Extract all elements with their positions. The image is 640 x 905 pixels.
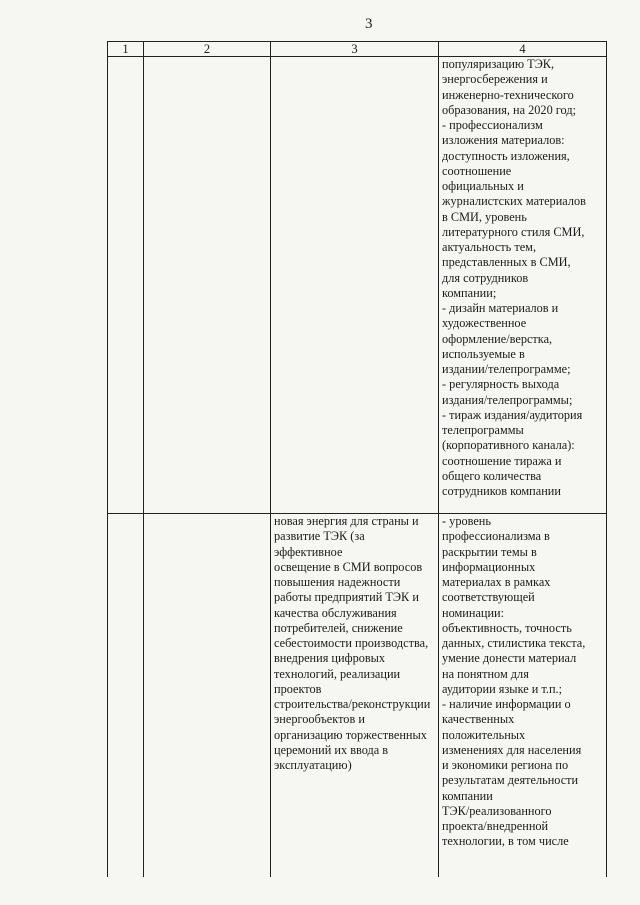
- table-cell: [108, 57, 144, 514]
- evaluation-criteria-text: - уровень профессионализма в раскрытии темы в информационных материалах в рамках соответствующей номинации: объективность, точность данных, стилистика текста, умение донести материал на понятном для аудитории языке и т.п.; - наличие информации о качественных положительных изменениях для населения и экономики региона по результатам деятельности компании ТЭК/реализованного проекта/внедренной технологии, в том числе: [442, 514, 586, 849]
- evaluation-criteria-text: популяризацию ТЭК, энергосбережения и инженерно-технического образования, на 2020 год; - профессионализм изложения материалов: доступность изложения, соотношение официальных и журналистских материалов в СМИ, уровень литературного стиля СМИ, актуальность тем, представленных в СМИ, для сотрудников компании; - дизайн материалов и художественное оформление/верстка, используемые в издании/телепрограмме; - регулярность выхода издания/телепрограммы; - тираж издания/аудитория телепрограммы (корпоративного канала): соотношение тиража и общего количества сотрудников компании: [442, 57, 586, 498]
- page-number: 3: [365, 16, 373, 32]
- nomination-description-text: новая энергия для страны и развитие ТЭК (за эффективное освещение в СМИ вопросов повышения надежности работы предприятий ТЭК и качества обслуживания потребителей, снижение себестоимости производства, внедрения цифровых технологий, реализации проектов строительства/реконструкции энергообъектов и организацию торжественных церемоний их ввода в эксплуатацию): [274, 514, 431, 772]
- column-header-4: 4: [439, 42, 607, 57]
- table-cell: [144, 514, 271, 895]
- table-cell: [108, 514, 144, 895]
- column-header-3: 3: [271, 42, 439, 57]
- table-cell: [439, 514, 607, 895]
- table-header-row: [108, 42, 607, 57]
- table-row: [108, 514, 607, 895]
- table-cell: [439, 57, 607, 514]
- column-header-2: 2: [144, 42, 271, 57]
- table-cell: [271, 514, 439, 895]
- page-bottom-margin: [0, 877, 640, 905]
- criteria-table: [107, 41, 607, 895]
- column-header-1: 1: [108, 42, 144, 57]
- table-row: [108, 57, 607, 514]
- table-cell: [144, 57, 271, 514]
- table-cell: [271, 57, 439, 514]
